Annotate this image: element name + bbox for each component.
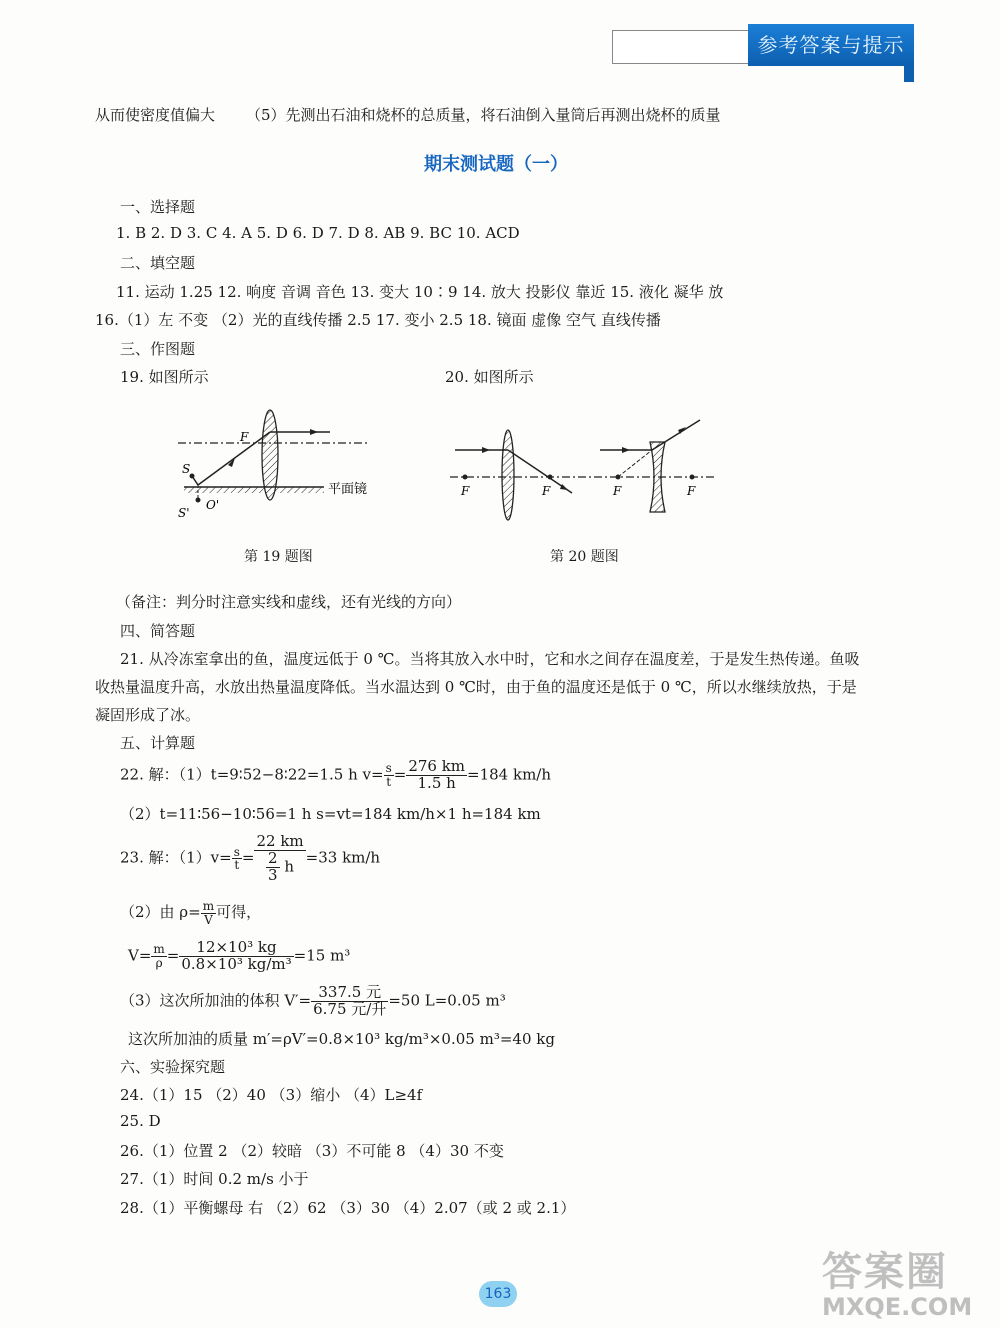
fig20-label-F4: F [687, 484, 696, 498]
fig20-label-F2: F [542, 484, 551, 498]
convex-lens-icon [502, 430, 514, 520]
q23-line3: V= $\frac{m}{\rho}$ = $\frac{\text{12×10³ kg}}{\text{0.8×10³ kg/m³}}$ =15 m³ [128, 938, 351, 973]
q21-line1: 21. 从冷冻室拿出的鱼，温度远低于 0 ℃。当将其放入水中时，它和水之间存在温度差，于是发生热传递。鱼吸 [120, 650, 860, 668]
figure-19-diagram [170, 405, 390, 525]
fill-answers-line1: 11. 运动 1.25 12. 响度 音调 音色 13. 变大 10∶9 14. 放大 投影仪 靠近 15. 液化 凝华 放 [116, 283, 724, 301]
q22-line1: 22. 解：（1）t=9∶52−8∶22=1.5 h v= $\frac{s}{t}$ = $\frac{276 km}{1.5 h}$ =184 km/h [120, 757, 552, 792]
top-line-right: （5）先测出石油和烧杯的总质量，将石油倒入量筒后再测出烧杯的质量 [246, 106, 721, 124]
watermark-logo: 答案圈 MXQE.COM [822, 1249, 973, 1321]
q23-line2: （2）由 ρ= $\frac{m}{V}$ 可得， [120, 899, 262, 927]
page-number: 163 [479, 1281, 517, 1307]
question-20: 20. 如图所示 [445, 368, 534, 386]
q24-answer: 24.（1）15 （2）40 （3）缩小 （4）L≥4f [120, 1086, 423, 1104]
fig19-label-mirror: 平面镜 [328, 482, 368, 497]
figure-20-diagram [450, 405, 720, 525]
choice-answers: 1. B 2. D 3. C 4. A 5. D 6. D 7. D 8. AB 9. BC 10. ACD [116, 224, 520, 242]
q23-line1: 23. 解：（1）v= $\frac{s}{t}$ = 22 km $\frac{2}{3}$ h =33 km/h [120, 832, 381, 884]
fig19-label-F: F [240, 430, 249, 444]
figure-19-caption: 第 19 题图 [244, 549, 313, 565]
section-heading-drawing: 三、作图题 [120, 340, 196, 358]
fig20-label-F3: F [613, 484, 622, 498]
fig19-label-S: S [182, 462, 191, 476]
header-tab-decoration [904, 66, 914, 82]
q22-line2: （2）t=11∶56−10∶56=1 h s=vt=184 km/h×1 h=184 km [120, 805, 541, 823]
fig19-label-Sprime: S' [178, 506, 190, 520]
section-heading-choice: 一、选择题 [120, 198, 196, 216]
top-line-left: 从而使密度值偏大 [95, 106, 216, 124]
figure-20-caption: 第 20 题图 [550, 549, 619, 565]
fill-answers-line2: 16.（1）左 不变 （2）光的直线传播 2.5 17. 变小 2.5 18. 镜面 虚像 空气 直线传播 [95, 311, 661, 329]
q21-line2: 收热量温度升高，水放出热量温度降低。当水温达到 0 ℃时，由于鱼的温度还是低于 0 ℃，所以水继续放热，于是 [95, 678, 857, 696]
q23-line5: 这次所加油的质量 m′=ρV′=0.8×10³ kg/m³×0.05 m³=40 kg [128, 1030, 555, 1048]
q21-line3: 凝固形成了冰。 [95, 706, 201, 724]
ray-reflected [198, 432, 270, 485]
q27-answer: 27.（1）时间 0.2 m/s 小于 [120, 1170, 309, 1188]
section-heading-experiment: 六、实验探究题 [120, 1058, 226, 1076]
page-title: 期末测试题（一） [424, 154, 568, 175]
section-heading-fill: 二、填空题 [120, 254, 196, 272]
q26-answer: 26.（1）位置 2 （2）较暗 （3）不可能 8 （4）30 不变 [120, 1142, 504, 1160]
question-19: 19. 如图所示 [120, 368, 209, 386]
drawing-note: （备注：判分时注意实线和虚线，还有光线的方向） [116, 593, 462, 611]
q25-answer: 25. D [120, 1112, 161, 1130]
header-blank-box [612, 30, 754, 64]
fig20-label-F1: F [461, 484, 470, 498]
section-heading-short-answer: 四、简答题 [120, 622, 196, 640]
fig19-label-O: O' [206, 498, 220, 512]
section-heading-calculation: 五、计算题 [120, 734, 196, 752]
q23-line4: （3）这次所加油的体积 V′= $\frac{\text{337.5 元}}{\text{6.75 元/升}}$ =50 L=0.05 m³ [120, 983, 506, 1018]
q28-answer: 28.（1）平衡螺母 右 （2）62 （3）30 （4）2.07（或 2 或 2.1） [120, 1199, 576, 1217]
header-badge: 参考答案与提示 [748, 24, 914, 66]
